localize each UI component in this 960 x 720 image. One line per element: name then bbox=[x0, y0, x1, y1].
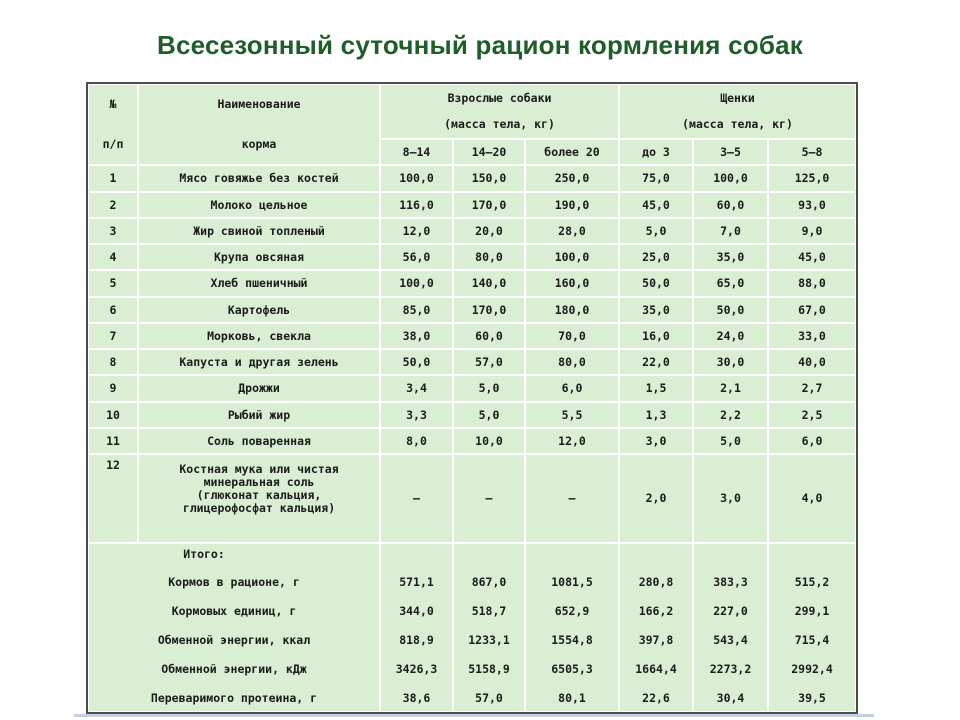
totals-value: 2992,4 bbox=[791, 662, 833, 676]
ration-value: 7,0 bbox=[694, 219, 767, 243]
ration-value: 80,0 bbox=[454, 245, 524, 269]
ration-value: 80,0 bbox=[526, 350, 618, 374]
ration-value: 5,5 bbox=[526, 403, 618, 427]
feed-name: Картофель bbox=[139, 298, 379, 322]
ration-value: 70,0 bbox=[526, 324, 618, 348]
ration-value: 35,0 bbox=[694, 245, 767, 269]
ration-value: 60,0 bbox=[454, 324, 524, 348]
ration-value: 50,0 bbox=[381, 350, 452, 374]
row-number: 11 bbox=[89, 429, 137, 453]
header-weight-range: 3—5 bbox=[694, 140, 767, 164]
totals-value: 57,0 bbox=[475, 691, 503, 705]
totals-labels bbox=[89, 544, 379, 711]
totals-value: 543,4 bbox=[713, 633, 748, 647]
ration-value: 28,0 bbox=[526, 219, 618, 243]
totals-value: 383,3 bbox=[713, 575, 748, 589]
ration-value: 10,0 bbox=[454, 429, 524, 453]
feed-name: Мясо говяжье без костей bbox=[139, 166, 379, 191]
ration-value: 100,0 bbox=[381, 166, 452, 191]
totals-value: 397,8 bbox=[638, 633, 674, 647]
row-number: 3 bbox=[89, 219, 137, 243]
feed-name-line: (глюконат кальция, bbox=[196, 487, 322, 502]
row-number: 9 bbox=[89, 376, 137, 401]
totals-heading: Итого: bbox=[183, 547, 225, 561]
ration-value: 2,2 bbox=[694, 403, 767, 427]
totals-value: 344,0 bbox=[399, 604, 434, 618]
ration-value: 2,1 bbox=[694, 376, 767, 401]
header-adult-line: Взрослые собаки bbox=[447, 90, 552, 105]
ration-value: – bbox=[526, 455, 618, 542]
ration-value: 2,5 bbox=[769, 403, 855, 427]
ration-value: 170,0 bbox=[454, 298, 524, 322]
ration-value: 6,0 bbox=[769, 429, 855, 453]
ration-value: 6,0 bbox=[526, 376, 618, 401]
ration-value: 1,5 bbox=[620, 376, 692, 401]
ration-value: 3,0 bbox=[620, 429, 692, 453]
ration-value: 3,0 bbox=[694, 455, 767, 542]
totals-label: Кормов в рационе, г bbox=[168, 575, 300, 589]
totals-value: 1233,1 bbox=[468, 633, 510, 647]
totals-value: 39,5 bbox=[798, 691, 826, 705]
feed-name bbox=[139, 455, 379, 542]
ration-value: 12,0 bbox=[526, 429, 618, 453]
feed-name: Жир свиной топленый bbox=[139, 219, 379, 243]
row-number: 5 bbox=[89, 271, 137, 296]
row-number: 4 bbox=[89, 245, 137, 269]
ration-value: 4,0 bbox=[769, 455, 855, 542]
ration-value: 5,0 bbox=[694, 429, 767, 453]
totals-value: 515,2 bbox=[794, 575, 830, 589]
header-weight-range: 14—20 bbox=[454, 140, 524, 164]
row-number: 7 bbox=[89, 324, 137, 348]
ration-value: 85,0 bbox=[381, 298, 452, 322]
row-number: 6 bbox=[89, 298, 137, 322]
ration-value: 57,0 bbox=[454, 350, 524, 374]
feed-name: Соль поваренная bbox=[139, 429, 379, 453]
totals-column bbox=[769, 544, 855, 711]
ration-value: 3,3 bbox=[381, 403, 452, 427]
totals-value: 2273,2 bbox=[709, 662, 752, 676]
header-puppies-line: Щенки bbox=[720, 90, 755, 105]
row-number: 1 bbox=[89, 166, 137, 191]
totals-value: 1554,8 bbox=[551, 633, 593, 647]
header-number-line: № bbox=[109, 97, 117, 112]
header-number bbox=[89, 85, 137, 164]
header-weight-range: более 20 bbox=[526, 140, 618, 164]
ration-value: 45,0 bbox=[769, 245, 855, 269]
feed-name: Дрожжи bbox=[139, 376, 379, 401]
ration-value: 180,0 bbox=[526, 298, 618, 322]
totals-value: 3426,3 bbox=[395, 662, 438, 676]
feed-name-line: минеральная соль bbox=[203, 474, 315, 489]
ration-value: 100,0 bbox=[381, 271, 452, 296]
feed-name: Морковь, свекла bbox=[139, 324, 379, 348]
totals-value: 22,6 bbox=[642, 691, 670, 705]
ration-value: 20,0 bbox=[454, 219, 524, 243]
ration-value: 16,0 bbox=[620, 324, 692, 348]
ration-value: 35,0 bbox=[620, 298, 692, 322]
totals-label: Обменной энергии, кДж bbox=[161, 662, 307, 676]
totals-value: 571,1 bbox=[399, 575, 434, 589]
feed-name: Капуста и другая зелень bbox=[139, 350, 379, 374]
totals-value: 30,4 bbox=[716, 691, 745, 705]
totals-value: 652,9 bbox=[554, 604, 590, 618]
ration-value: – bbox=[381, 455, 452, 542]
ration-value: 75,0 bbox=[620, 166, 692, 191]
ration-value: 60,0 bbox=[694, 193, 767, 217]
ration-value: 5,0 bbox=[620, 219, 692, 243]
header-number-line: п/п bbox=[102, 136, 124, 151]
header-weight-range: 8—14 bbox=[381, 140, 452, 164]
ration-value: 33,0 bbox=[769, 324, 855, 348]
ration-value: 9,0 bbox=[769, 219, 855, 243]
ration-value: 5,0 bbox=[454, 403, 524, 427]
totals-value: 5158,9 bbox=[468, 662, 510, 676]
ration-table bbox=[86, 82, 858, 714]
totals-value: 227,0 bbox=[713, 604, 748, 618]
ration-value: 24,0 bbox=[694, 324, 767, 348]
totals-value: 518,7 bbox=[471, 604, 507, 618]
ration-value: 100,0 bbox=[526, 245, 618, 269]
ration-value: 25,0 bbox=[620, 245, 692, 269]
totals-value: 299,1 bbox=[794, 604, 830, 618]
totals-value: 166,2 bbox=[638, 604, 674, 618]
ration-value: 3,4 bbox=[381, 376, 452, 401]
page-title: Всесезонный суточный рацион кормления собак bbox=[157, 30, 803, 60]
ration-value: 116,0 bbox=[381, 193, 452, 217]
ration-value: 30,0 bbox=[694, 350, 767, 374]
totals-label: Кормовых единиц, г bbox=[171, 604, 297, 618]
header-feed-name-line: Наименование bbox=[217, 97, 301, 112]
totals-column bbox=[620, 544, 692, 711]
row-number: 10 bbox=[89, 403, 137, 427]
ration-value: 2,0 bbox=[620, 455, 692, 542]
row-number: 2 bbox=[89, 193, 137, 217]
feed-name-line: глицерофосфат кальция) bbox=[182, 500, 336, 515]
totals-value: 1664,4 bbox=[635, 662, 677, 676]
ration-value: 93,0 bbox=[769, 193, 855, 217]
ration-value: 190,0 bbox=[526, 193, 618, 217]
ration-value: 150,0 bbox=[454, 166, 524, 191]
feed-name: Крупа овсяная bbox=[139, 245, 379, 269]
header-puppies bbox=[620, 85, 855, 138]
totals-value: 818,9 bbox=[399, 633, 434, 647]
header-feed-name-line: корма bbox=[241, 136, 277, 151]
totals-column bbox=[526, 544, 618, 711]
ration-value: 67,0 bbox=[769, 298, 855, 322]
feed-name: Рыбий жир bbox=[139, 403, 379, 427]
ration-value: 140,0 bbox=[454, 271, 524, 296]
ration-value: 65,0 bbox=[694, 271, 767, 296]
ration-value: 88,0 bbox=[769, 271, 855, 296]
feed-name: Молоко цельное bbox=[139, 193, 379, 217]
ration-value: 12,0 bbox=[381, 219, 452, 243]
totals-column bbox=[694, 544, 767, 711]
ration-value: 100,0 bbox=[694, 166, 767, 191]
totals-value: 715,4 bbox=[794, 633, 830, 647]
ration-value: 22,0 bbox=[620, 350, 692, 374]
ration-value: 2,7 bbox=[769, 376, 855, 401]
ration-value: 38,0 bbox=[381, 324, 452, 348]
totals-label: Переваримого протеина, г bbox=[150, 691, 318, 705]
totals-value: 280,8 bbox=[638, 575, 674, 589]
ration-value: 50,0 bbox=[694, 298, 767, 322]
header-weight-range: до 3 bbox=[620, 140, 692, 164]
totals-value: 867,0 bbox=[471, 575, 507, 589]
totals-value: 80,1 bbox=[558, 691, 586, 705]
feed-name: Хлеб пшеничный bbox=[139, 271, 379, 296]
divider bbox=[74, 714, 874, 717]
ration-value: 50,0 bbox=[620, 271, 692, 296]
ration-value: 45,0 bbox=[620, 193, 692, 217]
totals-column bbox=[381, 544, 452, 711]
ration-value: 1,3 bbox=[620, 403, 692, 427]
ration-value: 170,0 bbox=[454, 193, 524, 217]
ration-value: 125,0 bbox=[769, 166, 855, 191]
header-puppies-line: (масса тела, кг) bbox=[682, 117, 793, 132]
feed-name-line: Костная мука или чистая bbox=[179, 461, 339, 476]
row-number: 8 bbox=[89, 350, 137, 374]
ration-value: 5,0 bbox=[454, 376, 524, 401]
ration-value: 160,0 bbox=[526, 271, 618, 296]
totals-column bbox=[454, 544, 524, 711]
totals-label: Обменной энергии, ккал bbox=[157, 633, 311, 647]
totals-value: 38,6 bbox=[402, 691, 431, 705]
totals-value: 6505,3 bbox=[551, 662, 593, 676]
totals-value: 1081,5 bbox=[551, 575, 593, 589]
ration-value: 56,0 bbox=[381, 245, 452, 269]
ration-value: 40,0 bbox=[769, 350, 855, 374]
ration-value: – bbox=[454, 455, 524, 542]
header-feed-name bbox=[139, 85, 379, 164]
header-adult-line: (масса тела, кг) bbox=[444, 117, 555, 132]
row-number: 12 bbox=[89, 455, 137, 542]
header-adult-dogs bbox=[381, 85, 618, 138]
ration-value: 250,0 bbox=[526, 166, 618, 191]
ration-value: 8,0 bbox=[381, 429, 452, 453]
header-weight-range: 5—8 bbox=[769, 140, 855, 164]
